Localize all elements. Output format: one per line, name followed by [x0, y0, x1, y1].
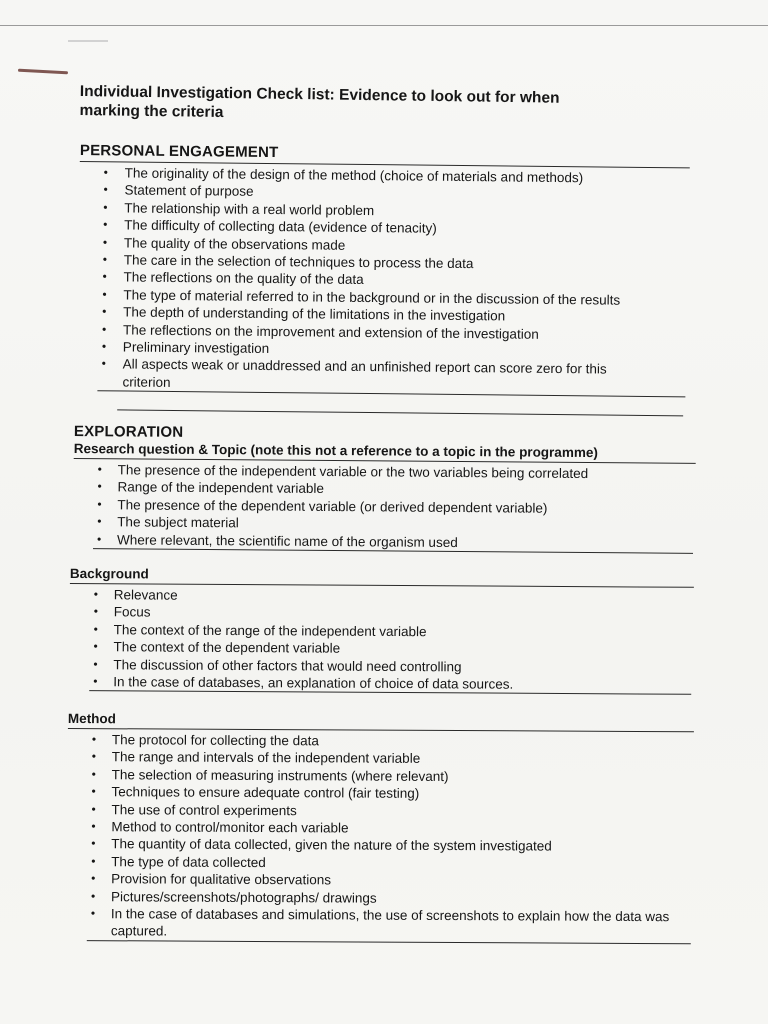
method-section	[67, 711, 694, 944]
list-item-text: Range of the independent variable	[117, 479, 324, 497]
list-item-text: The presence of the dependent variable (or derived dependent variable)	[117, 497, 548, 516]
list-item-text: The selection of measuring instruments (where relevant)	[111, 767, 449, 784]
research-question-heading: Research question & Topic (note this not a reference to a topic in the programme)	[73, 440, 598, 461]
bullet-icon: •	[97, 496, 102, 512]
bullet-icon: •	[93, 604, 98, 619]
list-item-text: The reflections on the quality of the data	[123, 269, 364, 288]
bullet-icon: •	[93, 674, 98, 689]
bullet-icon: •	[93, 587, 99, 602]
list-item-text: The context of the dependent variable	[113, 639, 341, 656]
list-item-text: The use of control experiments	[111, 801, 297, 818]
bullet-icon: •	[91, 732, 97, 747]
list-item-text: The difficulty of collecting data (evidence of tenacity)	[124, 217, 437, 236]
list-item-text: The type of material referred to in the background or in the discussion of the results	[123, 287, 621, 308]
bullet-icon: •	[91, 749, 97, 764]
list-item-text: Statement of purpose	[124, 182, 254, 200]
bullet-icon: •	[91, 801, 96, 816]
list-item-text: The reflections on the improvement and extension of the investigation	[122, 322, 539, 342]
title-line-2: marking the criteria	[79, 101, 224, 122]
list-item-text: The protocol for collecting the data	[111, 732, 320, 749]
bullet-icon: •	[103, 217, 108, 232]
background-section	[69, 566, 694, 695]
bullet-icon: •	[93, 656, 98, 671]
list-item-text: Preliminary investigation	[122, 339, 270, 357]
list-item-text: The type of data collected	[111, 854, 266, 870]
exploration-section	[73, 423, 696, 554]
bullet-icon: •	[102, 269, 107, 284]
bullet-icon: •	[101, 339, 107, 354]
list-item-text: The originality of the design of the method (choice of materials and methods)	[124, 165, 584, 186]
bullet-icon: •	[102, 304, 107, 319]
list-item-text: The quality of the observations made	[123, 235, 346, 253]
list-item-text: In the case of databases, an explanation of choice of data sources.	[113, 674, 514, 692]
list-item	[77, 355, 687, 396]
list-item-text: The quantity of data collected, given the nature of the system investigated	[111, 836, 552, 854]
personal-engagement-section	[77, 142, 690, 417]
list-item-text: Provision for qualitative observations	[111, 871, 332, 888]
list-item-text: The discussion of other factors that would need controlling	[113, 656, 462, 675]
bullet-icon: •	[97, 531, 102, 546]
bullet-icon: •	[103, 200, 108, 215]
list-item-text: Method to control/monitor each variable	[111, 819, 349, 836]
title-line-1: Individual Investigation Check list: Evidence to look out for when	[79, 82, 560, 107]
bullet-icon: •	[102, 252, 108, 267]
bullet-icon: •	[101, 321, 107, 336]
list-item-text: The care in the selection of techniques to process the data	[123, 252, 474, 272]
list-item-text: The presence of the independent variable or the two variables being correlated	[117, 462, 589, 482]
section-end-rule	[117, 410, 683, 417]
bullet-icon: •	[93, 621, 98, 636]
list-item-text: Where relevant, the scientific name of the organism used	[117, 531, 458, 550]
bullet-icon: •	[90, 906, 96, 921]
bullet-icon: •	[91, 784, 96, 799]
background-list	[69, 586, 694, 694]
bullet-icon: •	[102, 234, 108, 249]
method-heading: Method	[67, 711, 116, 727]
bullet-icon: •	[91, 766, 96, 781]
exploration-list	[73, 461, 696, 553]
document-title	[79, 82, 679, 128]
bullet-icon: •	[91, 871, 96, 886]
list-item-text: Relevance	[113, 587, 178, 603]
method-list	[67, 731, 694, 943]
list-item-text: Pictures/screenshots/photographs/ drawings	[110, 888, 377, 906]
bullet-icon: •	[101, 356, 106, 371]
list-item-text: Focus	[113, 604, 151, 620]
list-item-text: All aspects weak or unaddressed and an unfinished report can score zero for this criterion	[122, 356, 607, 390]
personal-engagement-heading: PERSONAL ENGAGEMENT	[79, 142, 279, 162]
bullet-icon: •	[97, 462, 102, 477]
bullet-icon: •	[97, 514, 102, 529]
background-heading: Background	[69, 566, 149, 582]
list-item-text: Techniques to ensure adequate control (fair testing)	[111, 784, 420, 802]
bullet-icon: •	[93, 639, 98, 654]
bullet-icon: •	[103, 165, 108, 180]
list-item-text: The range and intervals of the independent variable	[111, 749, 421, 767]
bullet-icon: •	[90, 888, 96, 903]
bullet-icon: •	[97, 479, 102, 494]
list-item-text: The subject material	[117, 514, 239, 531]
bullet-icon: •	[91, 819, 96, 834]
list-item-text: The context of the range of the independent variable	[113, 622, 427, 639]
personal-engagement-list	[77, 164, 689, 397]
list-item-text: The depth of understanding of the limitations in the investigation	[123, 304, 506, 324]
bullet-icon: •	[91, 836, 96, 851]
bullet-icon: •	[91, 853, 96, 868]
bullet-icon: •	[103, 182, 108, 197]
list-item	[67, 905, 693, 943]
bullet-icon: •	[102, 287, 107, 302]
list-item-text: In the case of databases and simulations, the use of screenshots to explain how the data was captured.	[110, 906, 670, 939]
exploration-heading: EXPLORATION	[73, 423, 184, 441]
list-item-text: The relationship with a real world problem	[124, 200, 375, 218]
